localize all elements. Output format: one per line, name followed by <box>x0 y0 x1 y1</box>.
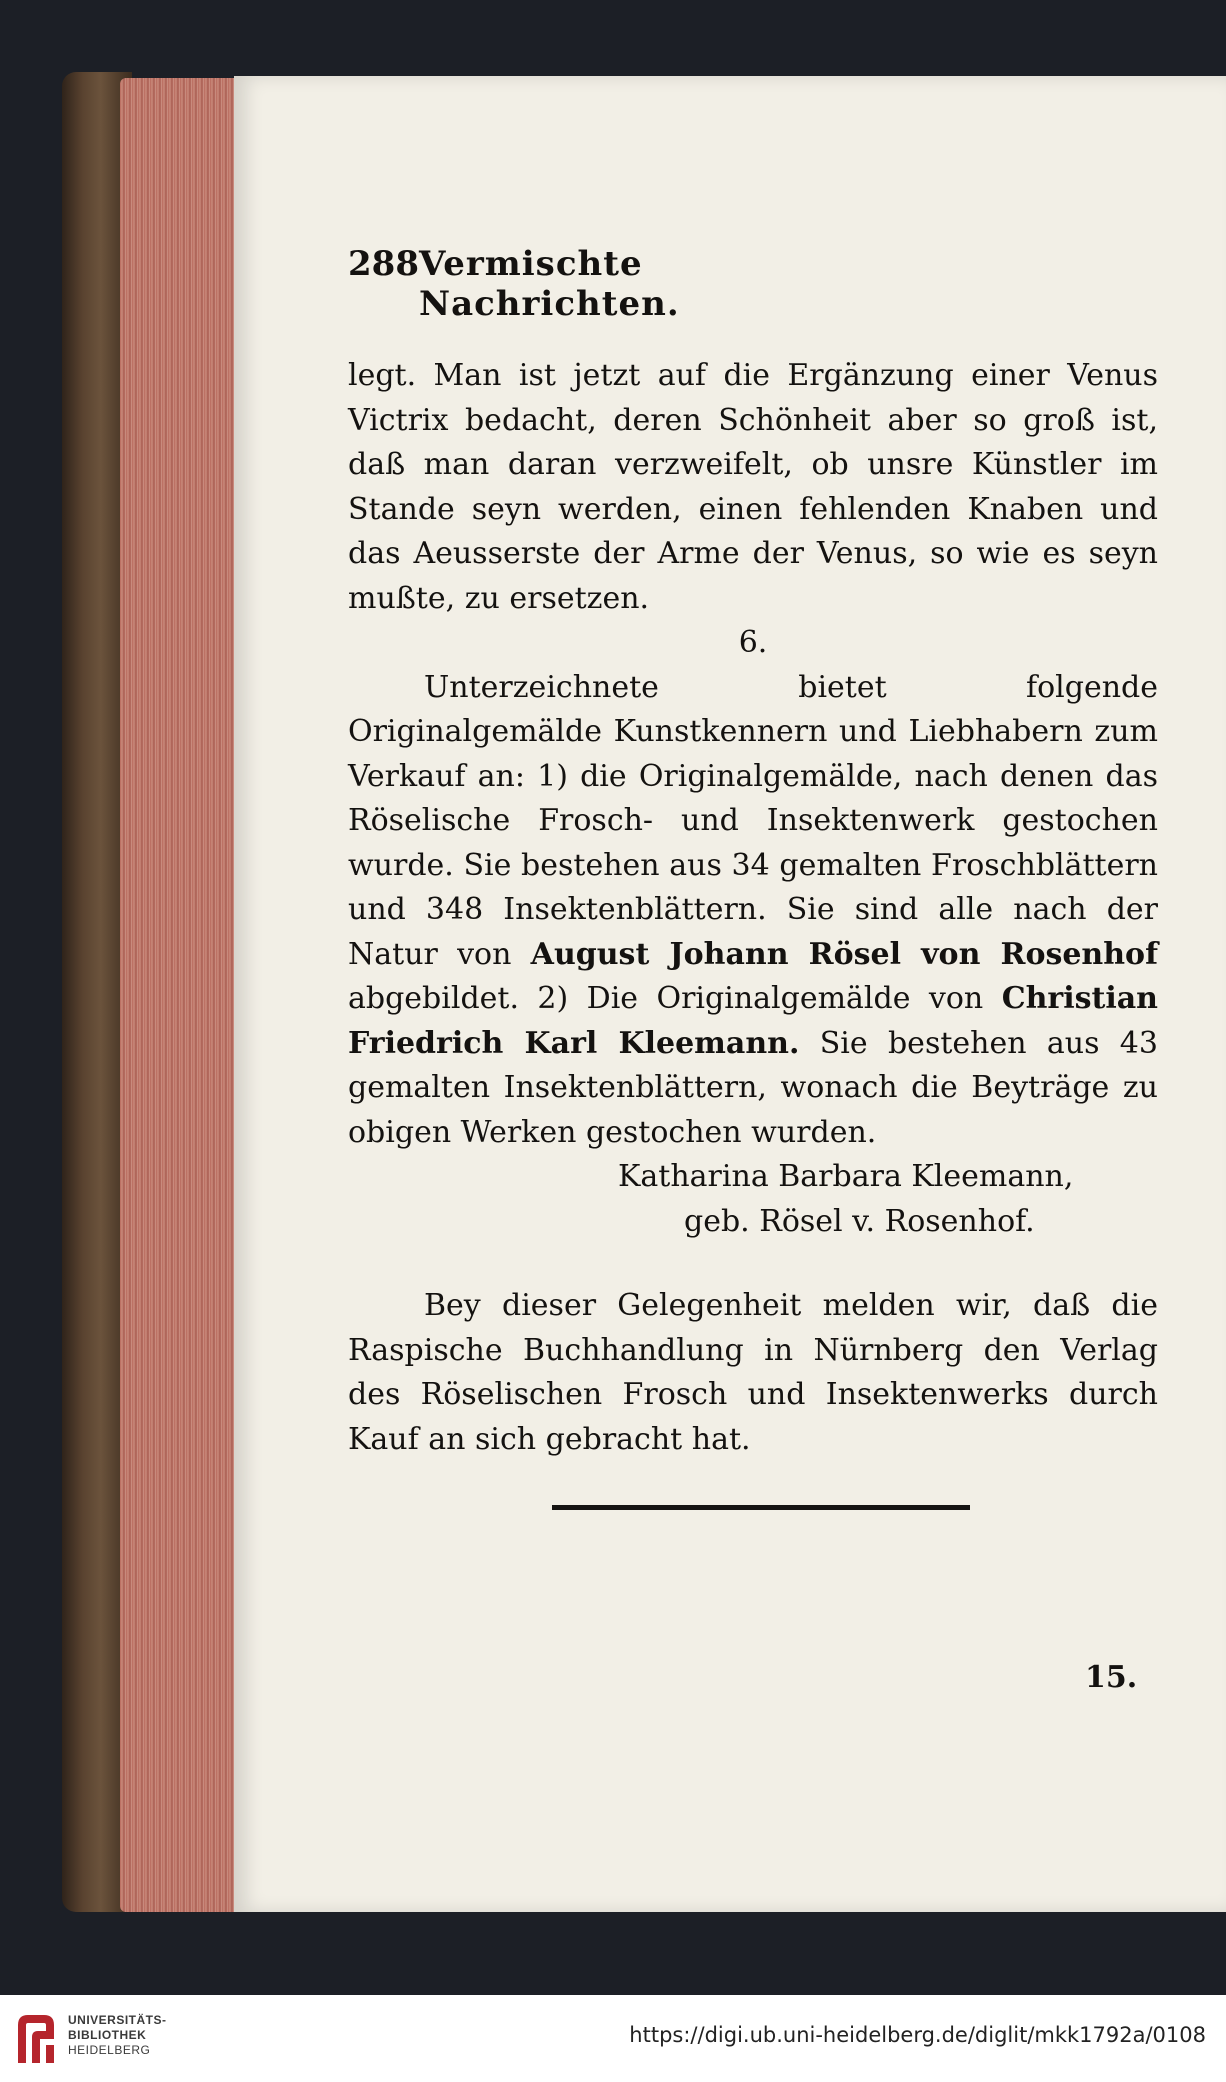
library-logo-text[interactable] <box>68 2013 167 2058</box>
sale-notice-text-2: abgebildet. 2) Die Originalgemälde von <box>348 981 984 1016</box>
library-logo-icon[interactable] <box>14 2011 58 2067</box>
paragraph-continuation: legt. Man ist jetzt auf die Ergänzung einer Venus Victrix bedacht, deren Schönheit aber so groß ist, daß man daran verzweifelt, ob unsre Künstler im Stande seyn werden, einen fehlenden Knaben und das Aeusserste der Arme der Venus, so wie es seyn mußte, zu ersetzen. <box>348 358 1158 616</box>
signature-line-1: Katharina Barbara Kleemann, <box>618 1159 1074 1194</box>
signature-line-2: geb. Rösel v. Rosenhof. <box>684 1203 1035 1239</box>
paragraph-publisher-notice: Bey dieser Gelegenheit melden wir, daß die Raspische Buchhandlung in Nürnberg den Verlag des Röselischen Frosch und Insektenwerks durch Kauf an sich gebracht hat. <box>348 1288 1158 1457</box>
sale-notice-text-3: Sie bestehen aus 43 gemalten Insektenblättern, wonach die Beyträge zu obigen Werken gestochen wurden. <box>348 1025 1158 1150</box>
logo-line-3: HEIDELBERG <box>68 2043 151 2057</box>
footer-bar <box>0 1995 1226 2082</box>
running-head <box>348 244 908 324</box>
running-head-title: Vermischte Nachrichten. <box>418 244 680 324</box>
page-number: 288 <box>348 244 419 284</box>
paragraph-sale-notice <box>348 666 1158 1156</box>
document-url[interactable]: https://digi.ub.uni-heidelberg.de/diglit/mkk1792a/0108 <box>629 2023 1206 2047</box>
signature-mark: 15. <box>1085 1660 1138 1695</box>
name-kleemann: Christian Friedrich Karl Kleemann. <box>348 981 1158 1061</box>
sale-notice-text-1: Unterzeichnete bietet folgende Originalgemälde Kunstkennern und Liebhabern zum Verkauf an: 1) die Originalgemälde, nach denen das Röselische Frosch- und Insektenwerk gestochen wurde. Sie bestehen aus 34 gemalten Froschblättern und 348 Insektenblättern. Sie sind alle nach der Natur von <box>348 669 1158 972</box>
name-roesel: August Johann Rösel von Rosenhof <box>530 936 1158 972</box>
section-number: 6. <box>738 625 768 660</box>
section-rule <box>552 1505 970 1510</box>
page-text <box>348 244 1158 1462</box>
logo-line-2: BIBLIOTHEK <box>68 2028 147 2042</box>
spacer <box>348 1244 1158 1284</box>
logo-line-1: UNIVERSITÄTS- <box>68 2013 167 2027</box>
